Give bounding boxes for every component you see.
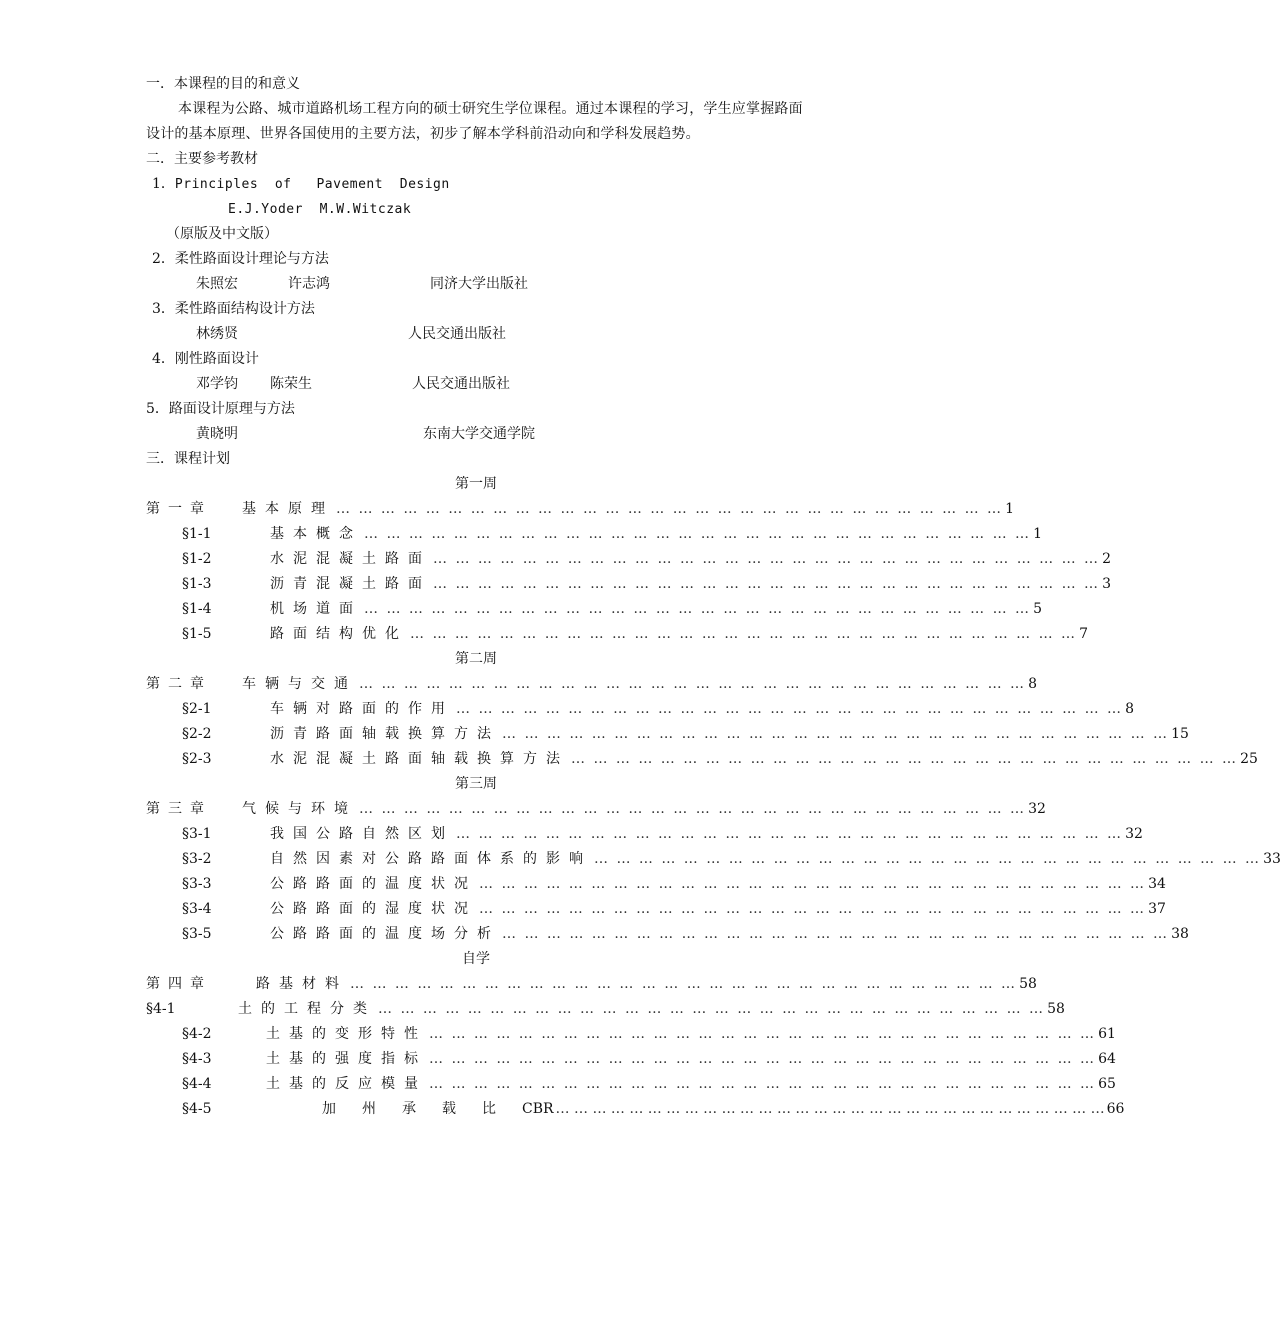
reference-number: 5． xyxy=(146,401,169,417)
reference-item-3 xyxy=(146,297,806,322)
reference-number: 4． xyxy=(152,351,175,367)
toc-chapter: 第三章 气候与环境 … … … … … … … … … … … … … … … … … … … … … … … … … … … … … … 32 xyxy=(146,801,1046,817)
toc-section: §2-3 水泥混凝土路面轴载换算方法 … … … … … … … … … … … … … … … … … … … … … … … … … … … … … … 25 xyxy=(182,751,1258,767)
reference-item-4 xyxy=(146,347,806,372)
reference-number: 2． xyxy=(152,251,175,267)
week-heading: 第三周 xyxy=(455,776,497,792)
toc-chapter: 第四章 路基材料 … … … … … … … … … … … … … … … … … … … … … … … … … … … … … … 58 xyxy=(146,976,1037,992)
section-heading-plan: 三．课程计划 xyxy=(146,451,230,467)
reference-authors xyxy=(146,422,806,447)
document-body xyxy=(146,72,1281,1122)
reference-author: 陈荣生 xyxy=(270,376,312,392)
toc-section: §2-2 沥青路面轴载换算方法 … … … … … … … … … … … … … … … … … … … … … … … … … … … … … … 15 xyxy=(182,726,1189,742)
toc-section: §1-1 基本概念 … … … … … … … … … … … … … … … … … … … … … … … … … … … … … … 1 xyxy=(182,526,1042,542)
section-heading-purpose: 一．本课程的目的和意义 xyxy=(146,76,300,92)
reference-title: 柔性路面设计理论与方法 xyxy=(174,251,329,267)
toc-chapter: 第二章 车辆与交通 … … … … … … … … … … … … … … … … … … … … … … … … … … … … … … 8 xyxy=(146,676,1037,692)
reference-authors xyxy=(146,197,806,222)
reference-title: 刚性路面设计 xyxy=(174,351,259,367)
purpose-paragraph: 本课程为公路、城市道路机场工程方向的硕士研究生学位课程。通过本课程的学习，学生应掌握路面设计的基本原理、世界各国使用的主要方法，初步了解本学科前沿动向和学科发展趋势。 xyxy=(146,101,803,142)
toc-section: §1-4 机场道面 … … … … … … … … … … … … … … … … … … … … … … … … … … … … … … 5 xyxy=(182,601,1042,617)
reference-author: 林绣贤 xyxy=(196,326,238,342)
reference-item-5 xyxy=(146,397,806,422)
reference-publisher: 人民交通出版社 xyxy=(412,376,510,392)
reference-title: 路面设计原理与方法 xyxy=(168,401,295,417)
reference-author: 许志鸿 xyxy=(288,276,330,292)
reference-number: 3． xyxy=(152,301,175,317)
toc-section: §1-2 水泥混凝土路面 … … … … … … … … … … … … … … … … … … … … … … … … … … … … … … 2 xyxy=(182,551,1111,567)
week-heading: 第一周 xyxy=(455,476,497,492)
week-heading: 自学 xyxy=(462,951,490,967)
reference-authors xyxy=(146,372,806,397)
toc-section: §3-4 公路路面的湿度状况 … … … … … … … … … … … … … … … … … … … … … … … … … … … … … … 37 xyxy=(182,901,1166,917)
toc-section: §4-3 土基的强度指标 … … … … … … … … … … … … … … … … … … … … … … … … … … … … … … 64 xyxy=(182,1051,1116,1067)
reference-author: E.J.Yoder M.W.Witczak xyxy=(228,202,412,217)
toc-section: §4-1 土的工程分类 … … … … … … … … … … … … … … … … … … … … … … … … … … … … … … 58 xyxy=(146,1001,1065,1017)
toc-section: §4-4 土基的反应模量 … … … … … … … … … … … … … … … … … … … … … … … … … … … … … … 65 xyxy=(182,1076,1116,1092)
toc-chapter: 第一章 基本原理 … … … … … … … … … … … … … … … … … … … … … … … … … … … … … … 1 xyxy=(146,501,1014,517)
toc-section: §1-3 沥青混凝土路面 … … … … … … … … … … … … … … … … … … … … … … … … … … … … … … 3 xyxy=(182,576,1111,592)
toc-section: §3-1 我国公路自然区划 … … … … … … … … … … … … … … … … … … … … … … … … … … … … … … 32 xyxy=(182,826,1143,842)
reference-publisher: 东南大学交通学院 xyxy=(423,426,535,442)
reference-author: 黄晓明 xyxy=(196,426,238,442)
reference-item-2 xyxy=(146,247,806,272)
toc-section: §2-1 车辆对路面的作用 … … … … … … … … … … … … … … … … … … … … … … … … … … … … … … 8 xyxy=(182,701,1134,717)
toc-section: §3-2 自然因素对公路路面体系的影响 … … … … … … … … … … … … … … … … … … … … … … … … … … … … … … 33 xyxy=(182,851,1281,867)
toc-section: §3-5 公路路面的温度场分析 … … … … … … … … … … … … … … … … … … … … … … … … … … … … … … 38 xyxy=(182,926,1189,942)
reference-authors xyxy=(146,322,806,347)
reference-author: 朱照宏 xyxy=(196,276,238,292)
toc-section: §4-5 加州承载比 CBR … … … … … … … … … … … … … … … … … … … … … … … … … … … … … … 66 xyxy=(182,1101,1125,1117)
reference-item-1 xyxy=(146,172,806,197)
reference-title: Principles of Pavement Design xyxy=(174,177,450,192)
toc-section: §4-2 土基的变形特性 … … … … … … … … … … … … … … … … … … … … … … … … … … … … … … 61 xyxy=(182,1026,1116,1042)
reference-publisher: 人民交通出版社 xyxy=(408,326,506,342)
reference-note: （原版及中文版） xyxy=(166,226,278,242)
toc-section: §1-5 路面结构优化 … … … … … … … … … … … … … … … … … … … … … … … … … … … … … … 7 xyxy=(182,626,1088,642)
toc-section: §3-3 公路路面的温度状况 … … … … … … … … … … … … … … … … … … … … … … … … … … … … … … 34 xyxy=(182,876,1166,892)
reference-title: 柔性路面结构设计方法 xyxy=(174,301,315,317)
reference-authors xyxy=(146,272,806,297)
reference-publisher: 同济大学出版社 xyxy=(430,276,528,292)
week-heading: 第二周 xyxy=(455,651,497,667)
section-heading-references: 二．主要参考教材 xyxy=(146,151,258,167)
reference-number: 1． xyxy=(152,176,175,192)
reference-author: 邓学钧 xyxy=(196,376,238,392)
